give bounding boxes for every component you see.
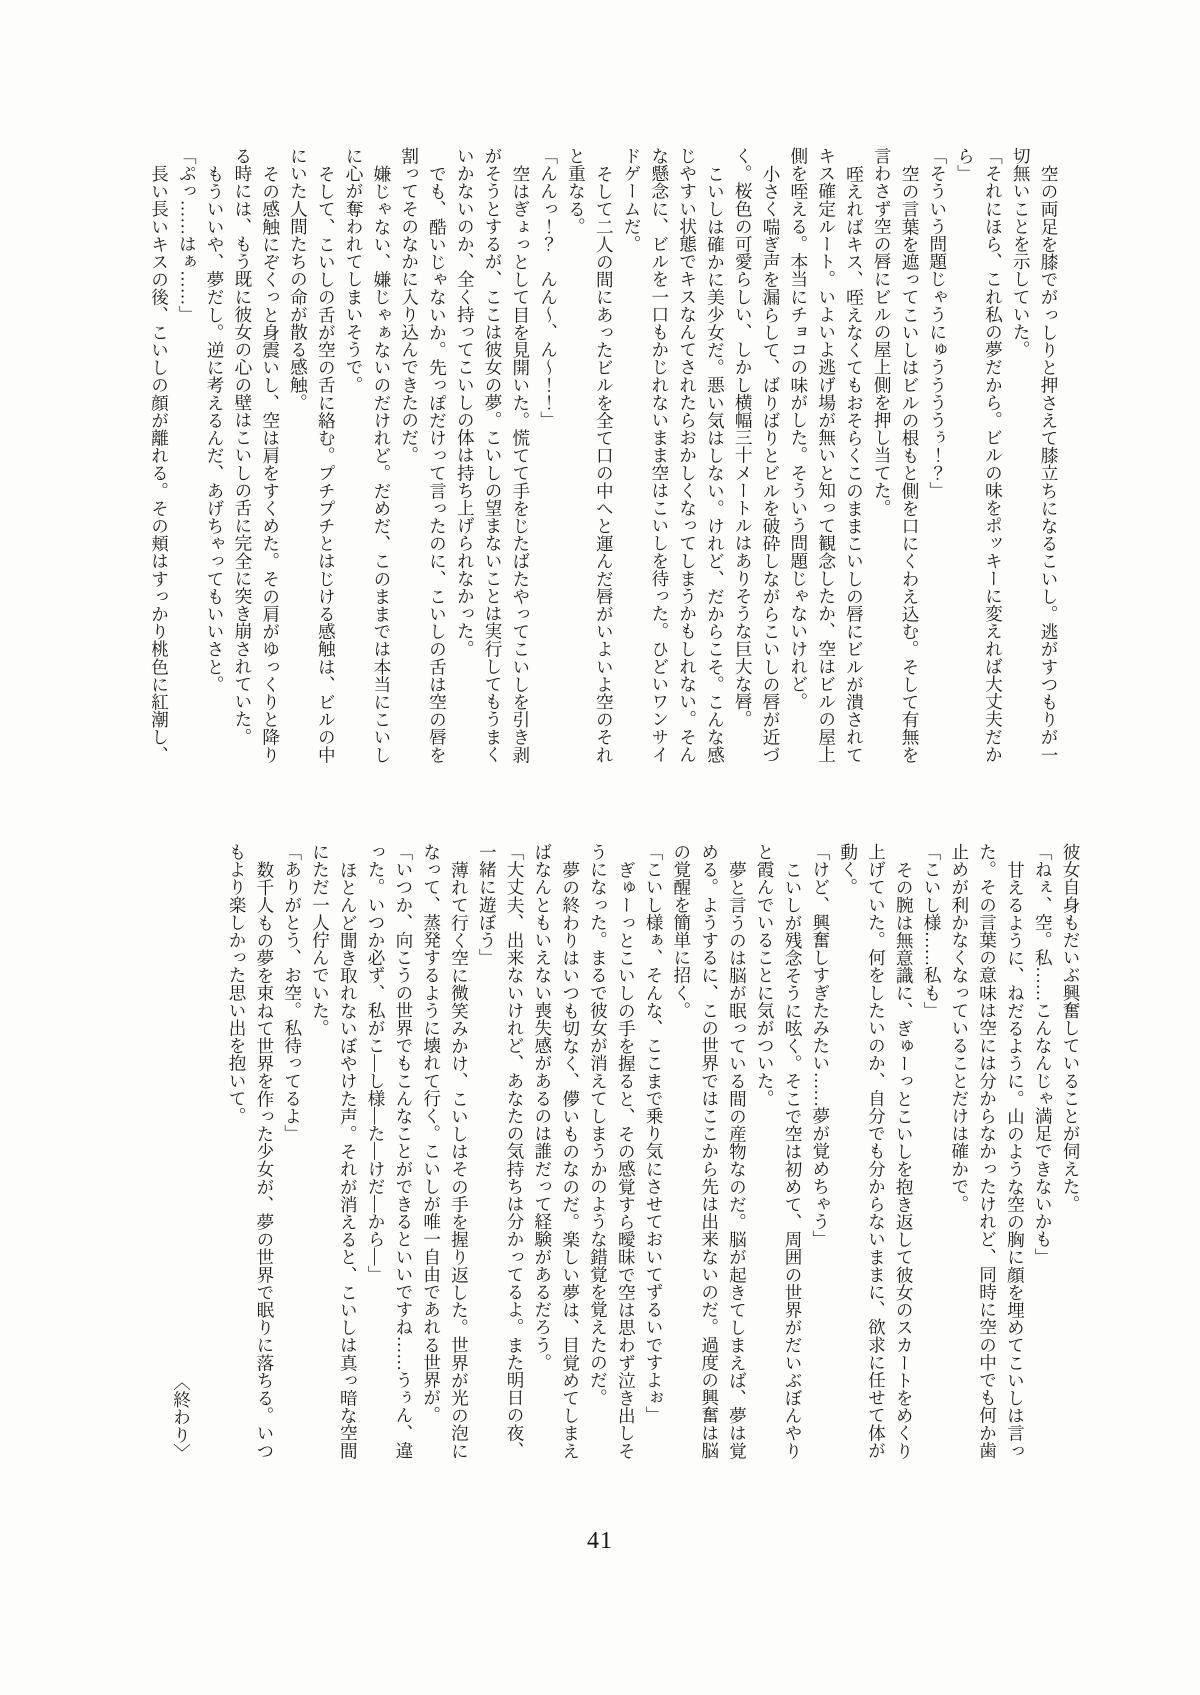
story-paragraph: 長い長いキスの後、こいしの顔が離れる。その頬はすっかり桃色に紅潮し、 bbox=[149, 164, 170, 763]
story-paragraph: 「それにほら、これ私の夢だから。ビルの味をポッキーに変えれば大丈夫だから」 bbox=[955, 147, 1004, 763]
story-paragraph: 「ねぇ、空。私……こんなんじゃ満足できないかも」 bbox=[1033, 843, 1054, 1266]
story-paragraph: 空の両足を膝でがっしりと押さえて膝立ちになるこいし。逃がすつもりが一切無いことを示していた。 bbox=[1011, 147, 1059, 763]
story-paragraph: 「けど、興奮しすぎたみたい……夢が覚めちゃう」 bbox=[810, 843, 831, 1248]
story-paragraph: 薄れて行く空に微笑みかけ、こいしはその手を握り返した。世界が光の泡になって、蒸発するように壊れて行く。こいしが唯一自由であれる世界が。 bbox=[421, 843, 470, 1459]
story-paragraph: その感触にぞくっと身震いし、空は肩をすくめた。その肩がゆっくりと降りる時には、もう既に彼女の心の壁はこいしの舌に完全に突き崩されていた。 bbox=[232, 147, 281, 763]
story-text-block-bottom bbox=[167, 843, 1084, 1461]
story-paragraph: 咥えればキス、咥えなくてもおそらくこのままこいしの唇にビルが潰されてキス確定ルート。いよいよ逃げ場が無いと知って観念したか、空はビルの屋上側を咥える。本当にチョコの味がした。そういう問題じゃないけれど。 bbox=[788, 147, 865, 763]
story-paragraph: 「いつか、向こうの世界でもこんなことができるといいですね……うぅん、違った。いつか必ず、私がこ―し様―た―けだ―から―」 bbox=[366, 843, 414, 1459]
story-paragraph: 甘えるように、ねだるように。山のような空の胸に顔を埋めてこいしは言った。その言葉の意味は空には分からなかったけれど、同時に空の中でも何か歯止めが利かなくなっていることだけは確かで。 bbox=[949, 843, 1026, 1459]
story-paragraph: こいしが残念そうに呟く。そこで空は初めて、周囲の世界がだいぶぼんやりと霞んでいることに気がついた。 bbox=[755, 843, 804, 1459]
story-paragraph: 「こいし様……私も」 bbox=[922, 843, 943, 1019]
story-paragraph: そして二人の間にあったビルを全て口の中へと運んだ唇がいよいよ空のそれと重なる。 bbox=[566, 147, 615, 763]
story-paragraph: 「ぷっ……はぁ……」 bbox=[177, 147, 198, 323]
story-paragraph: 「そういう問題じゃうにゅううううぅ！？」 bbox=[927, 147, 948, 499]
story-paragraph: もういいや、夢だし。逆に考えるんだ、あげちゃってもいいさと。 bbox=[205, 164, 226, 693]
story-paragraph: 数千人もの夢を束ねて世界を作った少女が、夢の世界で眠りに落ちる。いつもより楽しかった思い出を抱いて。 bbox=[227, 843, 275, 1459]
story-paragraph: その腕は無意識に、ぎゅーっとこいしを抱き返して彼女のスカートをめくり上げていた。何をしたいのか、自分でも分からないままに、欲求に任せて体が動く。 bbox=[838, 843, 915, 1459]
story-paragraph: 空はぎょっとして目を見開いた。慌てて手をじたばたやってこいしを引き剥がそうとするが、ここは彼女の夢。こいしの望まないことは実行してもうまくいかないのか、全く持ってこいしの体は持ち上げられなかった。 bbox=[455, 147, 531, 763]
story-paragraph: 夢の終わりはいつも切なく、儚いものなのだ。楽しい夢は、目覚めてしまえばなんともいえない喪失感があるのは誰だって経験があるだろう。 bbox=[532, 843, 581, 1459]
story-paragraph: 嫌じゃない、嫌じゃぁないのだけれど。だめだ、このままでは本当にこいしに心が奪われてしまいそうで。 bbox=[344, 147, 392, 763]
story-end-mark: 〈終わり〉 bbox=[171, 1373, 192, 1461]
story-paragraph: でも、酷いじゃないか。先っぽだけって言ったのに、こいしの舌は空の唇を割ってそのなかに入り込んできたのだ。 bbox=[399, 147, 448, 763]
story-paragraph: 「大丈夫、出来ないけれど、あなたの気持ちは分かってるよ。また明日の夜、一緒に遊ぼう」 bbox=[477, 843, 526, 1459]
story-paragraph: 「んんっ！？ んん〜、ん〜！！」 bbox=[538, 147, 559, 429]
story-paragraph: 「ありがとう、お空。私待ってるよ」 bbox=[282, 843, 303, 1143]
story-paragraph: 空の言葉を遮ってこいしはビルの根もと側を口にくわえ込む。そして有無を言わさず空の唇にビルの屋上側を押し当てた。 bbox=[872, 147, 921, 763]
story-text-block-top bbox=[145, 147, 1062, 765]
page-number: 41 bbox=[587, 1528, 613, 1554]
story-paragraph: こいしは確かに美少女だ。悪い気はしない。けれど、だからこそ。こんな感じやすい状態でキスなんてされたらおかしくなってしまうかもしれない。そんな懸念に、ビルを一口もかじれないまま空はこいしを待った。ひどいワンサイドゲームだ。 bbox=[622, 147, 726, 763]
story-paragraph: そして、こいしの舌が空の舌に絡む。プチプチとはじける感触は、ビルの中にいた人間たちの命が散る感触。 bbox=[288, 147, 337, 763]
story-paragraph: ほとんど聞き取れないぼやけた声。それが消えると、こいしは真っ暗な空間にただ一人佇んでいた。 bbox=[310, 843, 359, 1459]
story-paragraph: 夢と言うのは脳が眠っている間の産物なのだ。脳が起きてしまえば、夢は覚める。ようするに、この世界ではここから先は出来ないのだ。過度の興奮は脳の覚醒を簡単に招く。 bbox=[671, 843, 748, 1459]
story-paragraph: 「こいし様ぁ、そんな、ここまで乗り気にさせておいてずるいですよぉ」 bbox=[644, 843, 665, 1424]
story-paragraph: ぎゅーっとこいしの手を握ると、その感覚すら曖昧で空は思わず泣き出しそうになった。まるで彼女が消えてしまうかのような錯覚を覚えたのだ。 bbox=[588, 843, 637, 1459]
story-paragraph: 彼女自身もだいぶ興奮していることが伺えた。 bbox=[1061, 843, 1081, 1213]
story-paragraph: 小さく喘ぎ声を漏らして、ばりばりとビルを破砕しながらこいしの唇が近づく。桜色の可愛らしい、しかし横幅三十メートルはありそうな巨大な唇。 bbox=[733, 147, 782, 763]
